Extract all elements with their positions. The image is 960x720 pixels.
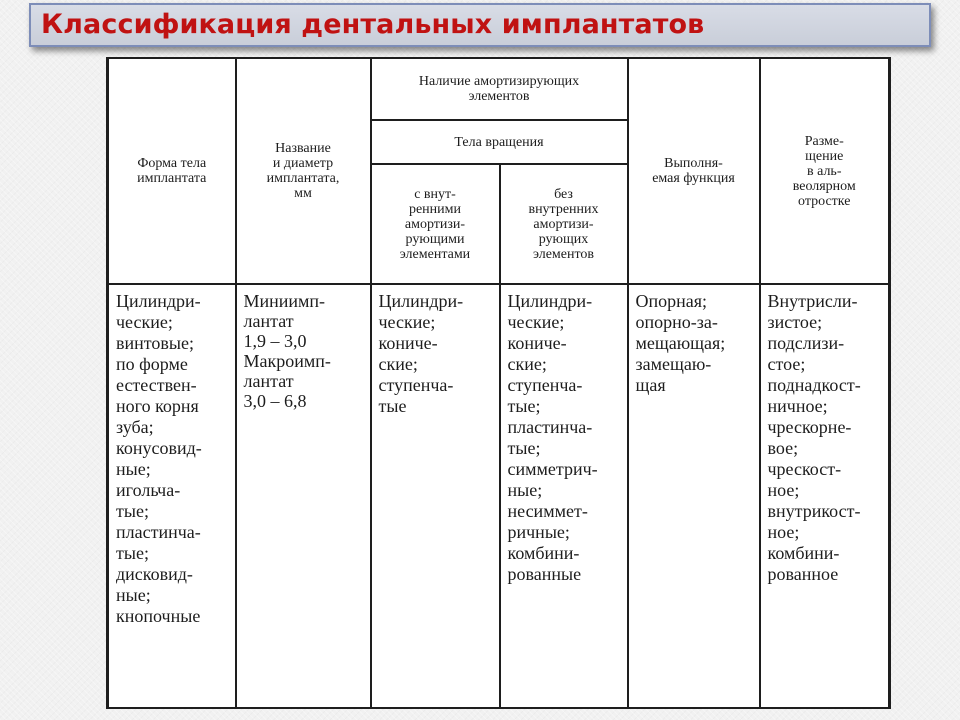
header-placement-text: Разме- щение в аль- веолярном отростке [792,133,856,209]
header-rotation-bodies-text: Тела вращения [454,134,544,150]
cell-form-text: Цилиндри- ческие; винтовые; по форме естествен- ного корня зуба; конусовид- ные; игольча- тые; пластинча- тые; дисковид- ные; кнопочные [116,291,202,626]
cell-without-internal [500,284,628,708]
cell-placement [760,284,890,708]
cell-function [628,284,760,708]
header-form [108,58,236,284]
header-placement [760,58,890,284]
cell-name-diameter-text: Миниимп- лантат 1,9 – 3,0 Макроимп- лантат 3,0 – 6,8 [243,291,331,411]
title-bar [29,3,931,47]
header-name-diameter-text: Название и диаметр имплантата, мм [266,141,340,201]
slide-title: Классификация дентальных имплантатов [41,9,705,40]
header-without-internal-text: без внутренних амортизи- рующих элементов [528,186,599,262]
header-rotation-bodies [371,120,628,164]
header-function [628,58,760,284]
header-with-internal-text: с внут- ренними амортизи- рующими элементами [399,186,471,262]
cell-form [108,284,236,708]
cell-with-internal [371,284,500,708]
header-with-internal [371,164,500,284]
header-form-text: Форма тела имплантата [137,156,207,186]
classification-table-container [106,57,888,709]
header-shock-absorbing [371,58,628,120]
header-shock-absorbing-text: Наличие амортизирующих элементов [418,74,580,104]
cell-with-internal-text: Цилиндри- ческие; кониче- ские; ступенча- тые [378,291,464,416]
header-without-internal [500,164,628,284]
cell-name-diameter [236,284,371,708]
cell-function-text: Опорная; опорно-за- мещающая; замещаю- щая [635,291,726,395]
classification-table [106,57,891,709]
cell-placement-text: Внутрисли- зистое; подслизи- стое; поднадкост- ничное; чрескорне- вое; чрескост- ное; внутрикост- ное; комбини- рованное [767,291,861,584]
header-name-diameter [236,58,371,284]
header-function-text: Выполня- емая функция [652,156,735,186]
cell-without-internal-text: Цилиндри- ческие; кониче- ские; ступенча- тые; пластинча- тые; симметрич- ные; несиммет- ричные; комбини- рованные [507,291,598,584]
